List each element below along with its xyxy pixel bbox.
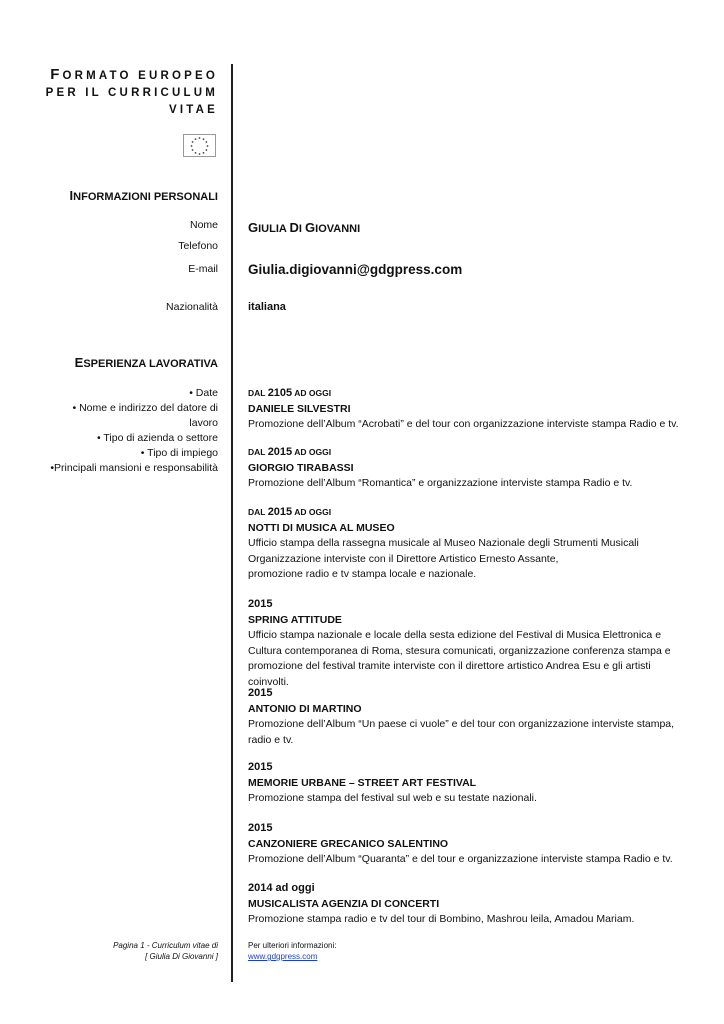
- entry-date: DAL 2015 AD OGGI: [248, 506, 332, 518]
- nationality-label: Nazionalità: [166, 301, 218, 313]
- entry-description: Promozione stampa radio e tv del tour di Bombino, Mashrou leila, Amadou Mariam.: [248, 913, 635, 925]
- personal-info-heading: INFORMAZIONI PERSONALI: [69, 188, 218, 203]
- experience-entry: [248, 386, 688, 433]
- experience-entry: [248, 760, 688, 807]
- eu-flag-icon: [183, 134, 216, 157]
- experience-entry: [248, 821, 688, 868]
- experience-entry: [248, 686, 688, 748]
- work-experience-heading: ESPERIENZA LAVORATIVA: [74, 355, 218, 370]
- experience-entry: [248, 445, 688, 492]
- entry-employer: SPRING ATTITUDE: [248, 613, 342, 626]
- entry-employer: MEMORIE URBANE – STREET ART FESTIVAL: [248, 776, 477, 789]
- entry-date: DAL 2015 AD OGGI: [248, 446, 332, 458]
- entry-description: Promozione dell’Album “Quaranta” e del tour e organizzazione interviste stampa Radio e tv.: [248, 853, 673, 865]
- column-divider: [231, 64, 233, 982]
- entry-description: Promozione dell’Album “Un paese ci vuole” e del tour con organizzazione interviste stampa, radio e tv.: [248, 718, 675, 746]
- email-label: E-mail: [188, 263, 218, 275]
- footer-info-label: Per ulteriori informazioni:: [248, 941, 337, 950]
- entry-date: 2014 ad oggi: [248, 882, 315, 894]
- nationality-value: italiana: [248, 301, 286, 313]
- experience-entry: [248, 505, 688, 583]
- entry-employer: MUSICALISTA AGENZIA DI CONCERTI: [248, 897, 440, 910]
- label-employer: • Nome e indirizzo del datore di: [72, 402, 218, 414]
- entry-employer: NOTTI DI MUSICA AL MUSEO: [248, 521, 395, 534]
- email-value: Giulia.digiovanni@gdgpress.com: [248, 262, 463, 277]
- entry-description: Promozione dell’Album “Romantica” e organizzazione interviste stampa Radio e tv.: [248, 477, 633, 489]
- page-footer-right: [248, 940, 336, 962]
- entry-date: 2015: [248, 687, 273, 699]
- entry-employer: DANIELE SILVESTRI: [248, 402, 351, 415]
- experience-entry: [248, 881, 688, 928]
- label-duties: •Principali mansioni e responsabilità: [50, 462, 218, 474]
- website-link[interactable]: www.gdgpress.com: [248, 952, 318, 961]
- entry-date: 2015: [248, 822, 273, 834]
- person-name: GIULIA DI GIOVANNI: [248, 220, 361, 235]
- name-label: Nome: [189, 219, 218, 231]
- entry-description: Ufficio stampa nazionale e locale della sesta edizione del Festival di Musica Elettronica e Cultura contemporanea di Roma, stesura comunicati, organizzazione conferenza stampa e promozione del festival tramite interviste con il direttore artistico Andrea Esu e gli artisti coinvolti.: [248, 629, 671, 688]
- entry-employer: CANZONIERE GRECANICO SALENTINO: [248, 837, 449, 850]
- entry-date: 2015: [248, 598, 273, 610]
- label-date: • Date: [189, 387, 218, 399]
- footer-name: [ Giulia Di Giovanni ]: [145, 952, 218, 961]
- document-title: [40, 66, 218, 119]
- entry-date: 2015: [248, 761, 273, 773]
- experience-field-labels: [38, 386, 218, 476]
- label-employer-cont: lavoro: [189, 417, 218, 429]
- entry-description: Ufficio stampa della rassegna musicale al Museo Nazionale degli Strumenti Musicali Organizzazione interviste con il Direttore Artistico Ernesto Assante, promozione radio e tv stampa locale e nazionale.: [248, 537, 639, 580]
- title-line-2: PER IL CURRICULUM: [45, 87, 218, 99]
- entry-date: DAL 2105 AD OGGI: [248, 387, 332, 399]
- title-line-1: ORMATO EUROPEO: [62, 70, 218, 82]
- title-line-3: VITAE: [168, 104, 218, 116]
- phone-label: Telefono: [178, 240, 218, 252]
- title-initial: F: [50, 66, 63, 83]
- label-sector: • Tipo di azienda o settore: [96, 432, 218, 444]
- entry-employer: ANTONIO DI MARTINO: [248, 702, 362, 715]
- footer-page-label: Pagina 1 - Curriculum vitae di: [113, 941, 218, 950]
- entry-employer: GIORGIO TIRABASSI: [248, 461, 354, 474]
- experience-entry: [248, 597, 688, 690]
- entry-description: Promozione dell’Album “Acrobati” e del tour con organizzazione interviste stampa Radio e tv.: [248, 418, 679, 430]
- label-job-type: • Tipo di impiego: [140, 447, 218, 459]
- page-footer-left: [113, 940, 218, 962]
- entry-description: Promozione stampa del festival sul web e su testate nazionali.: [248, 792, 537, 804]
